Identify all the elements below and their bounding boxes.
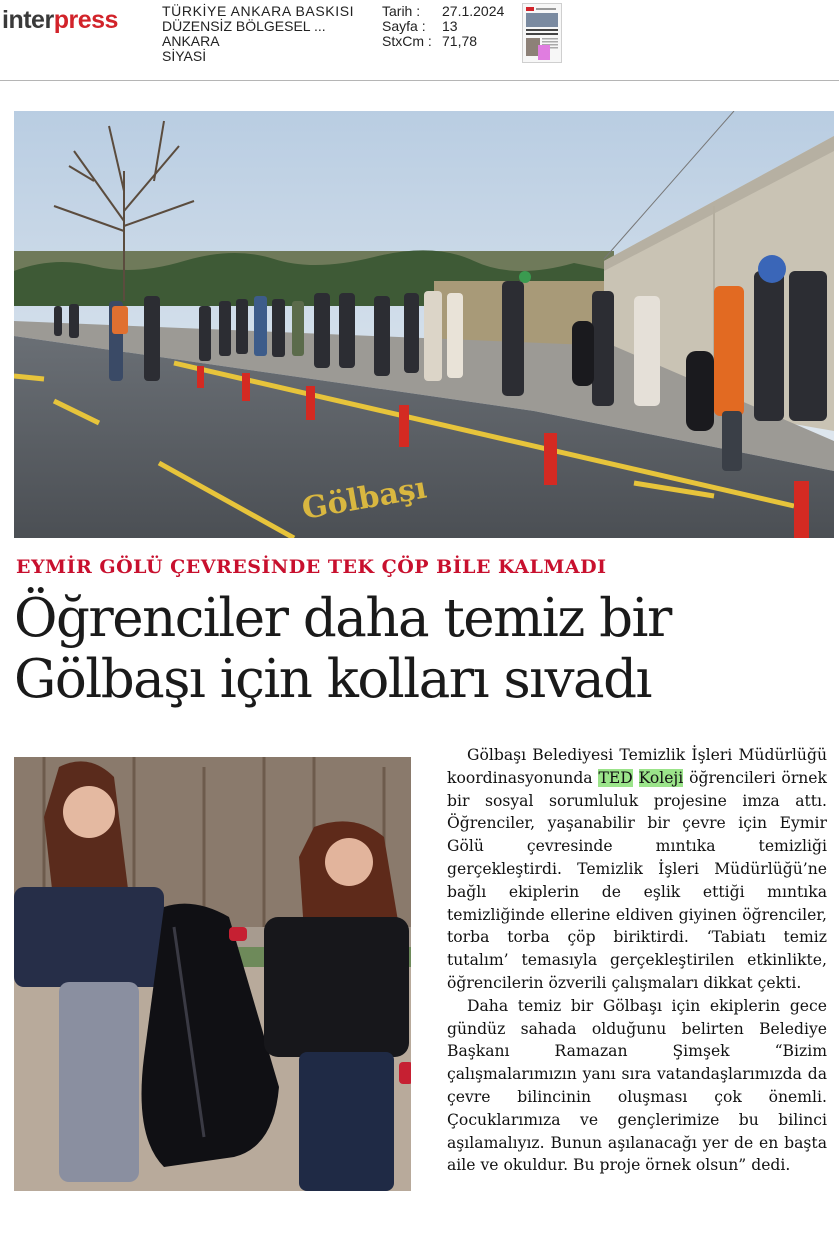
headline-line-1: Öğrenciler daha temiz bir — [14, 588, 671, 649]
stxcm-value: 71,78 — [442, 33, 478, 49]
publication-name: TÜRKİYE ANKARA BASKISI — [162, 3, 355, 19]
region: ANKARA — [162, 33, 220, 49]
headline-line-2: Gölbaşı için kolları sıvadı — [14, 649, 652, 710]
article-body — [447, 744, 827, 1177]
paragraph-2: Daha temiz bir Gölbaşı için ekiplerin gece gündüz sahada olduğunu belirten Belediye Başkanı Ramazan Şimşek “Bizim çalışmalarımızın yanı sıra vatandaşlarımızda da çevre bilincinin oluşması çok önemli. Çocuklarımıza ve gençlerimize bu bilinci aşılamalıyız. Bunun aşılanacağı yer de en başta aile ve okuldur. Bu proje örnek olsun” dedi. — [447, 996, 827, 1175]
article-kicker: EYMİR GÖLÜ ÇEVRESİNDE TEK ÇÖP BİLE KALMADI — [16, 556, 607, 578]
paragraph-1 — [447, 744, 827, 995]
stxcm-label: StxCm : — [382, 33, 432, 49]
page-thumbnail[interactable] — [522, 3, 562, 63]
page-value: 13 — [442, 18, 458, 34]
page-label: Sayfa : — [382, 18, 426, 34]
paragraph-1-start: Gölbaşı Belediyesi Temizlik İşleri Müdürlüğü koordinasyonunda — [447, 746, 827, 787]
date-label: Tarih : — [382, 3, 421, 19]
highlight-ted: TED — [598, 768, 633, 787]
date-value: 27.1.2024 — [442, 3, 505, 19]
logo-text-press: press — [53, 6, 118, 34]
road-painted-text: Gölbaşı — [299, 470, 430, 527]
category: SİYASİ — [162, 48, 207, 64]
interpress-logo — [2, 6, 118, 35]
highlight-koleji: Koleji — [638, 768, 684, 787]
paragraph-1-rest: öğrencileri örnek bir sosyal sorumluluk projesine imza attı. Öğrenciler, yaşanabilir bir çevre için Eymir Gölü çevresinde mıntıka temizliği gerçekleştirdi. Temizlik İşleri Müdürlüğü’ne bağlı ekiplerin de eşlik ettiği mıntıka temizliğinde ellerine eldiven giyinen öğrenciler, torba torba çöp biriktirdi. ‘Tabiatı temiz tutalım’ temasıyla gerçekleştirilen etkinlikte, öğrencilerin özverili çalışmaları dikkat çekti. — [447, 768, 827, 992]
header-divider — [0, 80, 839, 81]
section-type: DÜZENSİZ BÖLGESEL ... — [162, 18, 326, 34]
clipping-header — [0, 0, 839, 80]
main-photo — [14, 111, 834, 538]
logo-text-inter: inter — [2, 6, 54, 34]
students-photo — [14, 757, 411, 1191]
article-headline — [14, 588, 839, 710]
